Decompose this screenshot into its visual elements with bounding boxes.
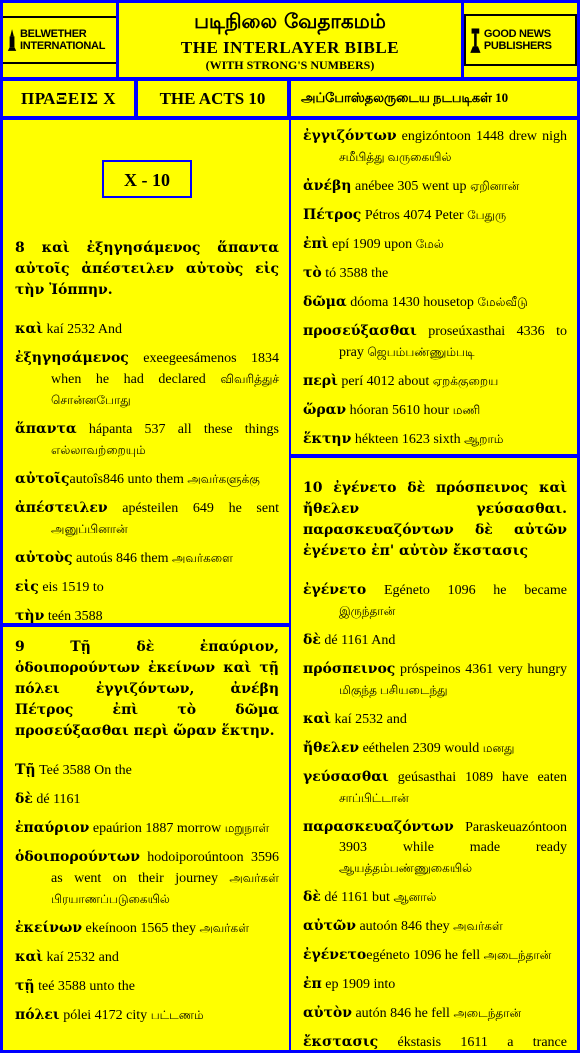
- greek-word: τῇ: [15, 978, 35, 994]
- verse-8-text: 8 καὶ ἐξηγησάμενος ἅπαντα αὐτοῖς ἀπέστειλεν αὐτοὺς εἰς τὴν Ἰόππην.: [15, 240, 279, 298]
- verse-9-panel: [3, 627, 289, 1050]
- greek-word: παρασκευαζόντων: [303, 819, 454, 835]
- tamil-gloss: அடைந்தான்: [483, 948, 552, 962]
- greek-word: ἐγγιζόντων: [303, 128, 397, 144]
- greek-word: εἰς: [15, 579, 39, 595]
- greek-word: αὐτῶν: [303, 918, 356, 934]
- tamil-gloss: மனது: [482, 741, 515, 755]
- word-entry: [303, 630, 567, 651]
- greek-word: αὐτοὺς: [15, 550, 73, 566]
- tamil-gloss: அவர்களை: [172, 551, 233, 565]
- tamil-gloss: அடைந்தான்: [453, 1006, 522, 1020]
- greek-word: ἔκστασις: [303, 1034, 379, 1050]
- word-entry: [303, 709, 567, 730]
- gloss: kaí 2532 And: [43, 322, 122, 337]
- tamil-gloss: பேதுரு: [467, 208, 507, 222]
- word-entry: [15, 606, 279, 623]
- greek-word: αὐτοῖς: [15, 471, 70, 487]
- gloss: apésteilen 649 he sent: [107, 501, 279, 516]
- title-block: [119, 3, 461, 77]
- tamil-gloss: மறுநாள்: [224, 821, 270, 835]
- gloss: pólei 4172 city: [59, 1008, 151, 1023]
- greek-word: ἀνέβη: [303, 178, 352, 194]
- greek-word: δὲ: [15, 791, 33, 807]
- word-entry: [303, 429, 567, 450]
- word-entry: [15, 577, 279, 598]
- word-entry: [15, 1005, 279, 1026]
- good-news-logo: [464, 14, 577, 66]
- word-entry: [303, 234, 567, 255]
- gloss: Paraskeuazóntoon 3903 while made ready: [339, 820, 567, 855]
- gloss: teén 3588: [44, 609, 103, 623]
- greek-word: δὲ: [303, 632, 321, 648]
- word-entry: [303, 945, 567, 966]
- greek-word: δῶμα: [303, 294, 347, 310]
- tamil-gloss: சாப்பிட்டான்: [339, 791, 409, 805]
- greek-word: τὸ: [303, 265, 322, 281]
- gloss: perí 4012 about: [337, 374, 433, 389]
- verse-8-entries: [15, 319, 279, 623]
- right-logo: [464, 3, 577, 77]
- gloss: autón 846 he fell: [351, 1006, 454, 1021]
- word-entry: [15, 498, 279, 540]
- word-entry: [303, 321, 567, 363]
- verse-10-entries: [303, 580, 567, 1050]
- greek-word: ἕκτην: [303, 431, 352, 447]
- gloss: Egéneto 1096 he became: [366, 583, 567, 598]
- gloss: teé 3588 unto the: [34, 979, 135, 994]
- word-entry: [15, 918, 279, 939]
- greek-word: πρόσπεινος: [303, 661, 396, 677]
- greek-word: ἐξηγησάμενος: [15, 350, 129, 366]
- greek-word: ἐκείνων: [15, 920, 83, 936]
- tamil-gloss: இருந்தான்: [339, 604, 396, 618]
- greek-word: ἐγένετο: [303, 947, 367, 963]
- gloss: próspeinos 4361 very hungry: [395, 662, 567, 677]
- word-entry: [15, 976, 279, 997]
- verse-9-text: 9 Τῇ δὲ ἐπαύριον, ὁδοιπορούντων ἐκείνων καὶ τῇ πόλει ἐγγιζόντων, ἀνέβη Πέτρος ἐπὶ τὸ δῶμα προσεύξασθαι περὶ ὥραν ἕκτην.: [15, 639, 279, 739]
- tamil-gloss: சமீபித்து வருகையில்: [339, 150, 452, 164]
- word-entry: [15, 548, 279, 569]
- greek-word: αὐτὸν: [303, 1005, 352, 1021]
- greek-word: ἐγένετο: [303, 582, 367, 598]
- greek-word: Πέτρος: [303, 207, 362, 223]
- greek-word: καὶ: [15, 949, 44, 965]
- tamil-gloss: ஜெபம்பண்ணும்படி: [367, 345, 475, 359]
- verse-10-panel: [291, 458, 577, 1050]
- verse-9-entries: [15, 760, 279, 1026]
- gloss: hápanta 537 all these things: [76, 422, 279, 437]
- gloss: kaí 2532 and: [331, 712, 407, 727]
- greek-word: δὲ: [303, 889, 321, 905]
- tamil-gloss: ஆனால்: [393, 890, 437, 904]
- word-entry: [303, 738, 567, 759]
- gloss: dé 1161 but: [320, 890, 394, 905]
- right-logo-text: GOOD NEWS PUBLISHERS: [483, 28, 552, 52]
- word-entry: [15, 847, 279, 910]
- book-tamil: [291, 81, 577, 116]
- tamil-gloss: அனுப்பினான்: [51, 522, 128, 536]
- gloss: egéneto 1096 he fell: [366, 948, 484, 963]
- tamil-title: படிநிலை வேதாகமம்: [194, 9, 386, 33]
- gloss: ekeínoon 1565 they: [82, 921, 200, 936]
- tamil-gloss: அவர்கள் பிரயாணப்படுகையில்: [51, 871, 279, 906]
- gloss: proseúxasthai 4336 to pray: [339, 324, 567, 360]
- word-entry: [303, 974, 567, 995]
- gloss: engizóntoon 1448 drew nigh: [396, 129, 567, 144]
- word-entry: [15, 947, 279, 968]
- gloss: kaí 2532 and: [43, 950, 119, 965]
- tamil-gloss: மிகுந்த பசியடைந்து: [339, 683, 448, 697]
- left-logo: [3, 3, 116, 77]
- gloss: dóoma 1430 housetop: [346, 295, 478, 310]
- gloss: geúsasthai 1089 have eaten: [388, 770, 567, 785]
- greek-word: περὶ: [303, 373, 338, 389]
- greek-word: ἐπ: [303, 976, 322, 992]
- tamil-gloss: அவர்கள்: [453, 919, 503, 933]
- gloss: eis 1519 to: [38, 580, 104, 595]
- gloss: exeegeesámenos 1834 when he had declared: [51, 351, 279, 387]
- left-logo-text: BELWETHER INTERNATIONAL: [20, 28, 106, 52]
- gloss: hóoran 5610 hour: [346, 403, 453, 418]
- gloss: autoús 846 them: [72, 551, 173, 566]
- greek-word: ὥραν: [303, 402, 347, 418]
- word-entry: [303, 176, 567, 197]
- tamil-gloss: அவர்கள்: [199, 921, 250, 935]
- tower-icon: [6, 20, 18, 60]
- greek-word: Τῇ: [15, 762, 36, 778]
- gloss: epí 1909 upon: [328, 237, 416, 252]
- greek-word: ὁδοιπορούντων: [15, 849, 140, 865]
- gloss: ep 1909 into: [321, 977, 396, 992]
- word-entry: [303, 126, 567, 168]
- greek-word: πόλει: [15, 1007, 60, 1023]
- greek-word: ἀπέστειλεν: [15, 500, 108, 516]
- gloss: tó 3588 the: [321, 266, 389, 281]
- book-english-label: THE ACTS 10: [159, 88, 266, 108]
- word-entry: [303, 263, 567, 284]
- verse-10-text: 10 ἐγένετο δὲ πρόσπεινος καὶ ἤθελεν γεύσασθαι. παρασκευαζόντων δὲ αὐτῶν ἐγένετο ἐπ' αὐτὸν ἔκστασις: [303, 480, 567, 559]
- tamil-gloss: மணி: [452, 403, 481, 417]
- verse-8-panel: [3, 120, 289, 623]
- verse-9b-entries: [303, 126, 567, 450]
- gloss: anébee 305 went up: [351, 179, 471, 194]
- word-entry: [15, 419, 279, 461]
- gloss: hodoiporoúntoon 3596 as went on their journey: [51, 850, 279, 886]
- book-greek: [3, 81, 134, 116]
- gloss: Pétros 4074 Peter: [361, 208, 468, 223]
- word-entry: [303, 292, 567, 313]
- tamil-gloss: அவர்களுக்கு: [187, 472, 260, 486]
- greek-word: τὴν: [15, 608, 45, 623]
- tamil-gloss: ஆறாம்: [464, 432, 504, 446]
- gloss: ékstasis 1611 a trance: [378, 1035, 567, 1050]
- gloss: autoîs846 unto them: [69, 472, 188, 487]
- greek-word: προσεύξασθαι: [303, 323, 417, 339]
- tamil-gloss: எல்லாவற்றையும்: [51, 443, 146, 457]
- word-entry: [303, 916, 567, 937]
- word-entry: [15, 319, 279, 340]
- word-entry: [15, 469, 279, 490]
- greek-word: ἅπαντα: [15, 421, 77, 437]
- word-entry: [303, 371, 567, 392]
- tamil-gloss: விவரித்துச் சொன்னபோது: [51, 372, 279, 407]
- chapter-ref: X - 10: [102, 160, 192, 198]
- subtitle: (WITH STRONG'S NUMBERS): [205, 58, 375, 72]
- tamil-gloss: ஏறினான்: [470, 179, 520, 193]
- word-entry: [303, 1003, 567, 1024]
- word-entry: [15, 789, 279, 810]
- gloss: dé 1161: [32, 792, 81, 807]
- word-entry: [303, 205, 567, 226]
- gloss: epaúrion 1887 morrow: [89, 821, 225, 836]
- greek-word: καὶ: [303, 711, 332, 727]
- gloss: Teé 3588 On the: [35, 763, 132, 778]
- greek-word: ἤθελεν: [303, 740, 360, 756]
- gloss: eéthelen 2309 would: [359, 741, 483, 756]
- tamil-gloss: மேல்: [415, 237, 444, 251]
- tamil-gloss: மேல்வீடு: [477, 295, 528, 309]
- book-tamil-label: அப்போஸ்தலருடைய நடபடிகள் 10: [301, 90, 509, 105]
- book-english: [138, 81, 287, 116]
- greek-word: ἐπαύριον: [15, 820, 90, 836]
- greek-word: γεύσασθαι: [303, 769, 389, 785]
- word-entry: [303, 1032, 567, 1050]
- gloss: dé 1161 And: [320, 633, 396, 648]
- word-entry: [303, 659, 567, 701]
- word-entry: [303, 887, 567, 908]
- greek-word: καὶ: [15, 321, 44, 337]
- book-figure-icon: [469, 18, 482, 62]
- tamil-gloss: பட்டணம்: [150, 1008, 204, 1022]
- word-entry: [303, 580, 567, 622]
- greek-word: ἐπὶ: [303, 236, 329, 252]
- word-entry: [303, 817, 567, 879]
- book-greek-label: ΠΡΑΞΕΙΣ X: [21, 88, 116, 108]
- word-entry: [303, 767, 567, 809]
- tamil-gloss: ஏறக்குறைய: [432, 374, 499, 388]
- verse-9b-panel: [291, 120, 577, 454]
- main-title: THE INTERLAYER BIBLE: [180, 38, 400, 57]
- word-entry: [15, 760, 279, 781]
- word-entry: [15, 348, 279, 411]
- tamil-gloss: ஆயத்தம்பண்ணுகையில்: [339, 861, 473, 875]
- word-entry: [303, 400, 567, 421]
- gloss: autoón 846 they: [355, 919, 454, 934]
- bellwether-logo: [3, 16, 116, 64]
- word-entry: [15, 818, 279, 839]
- gloss: hékteen 1623 sixth: [351, 432, 465, 447]
